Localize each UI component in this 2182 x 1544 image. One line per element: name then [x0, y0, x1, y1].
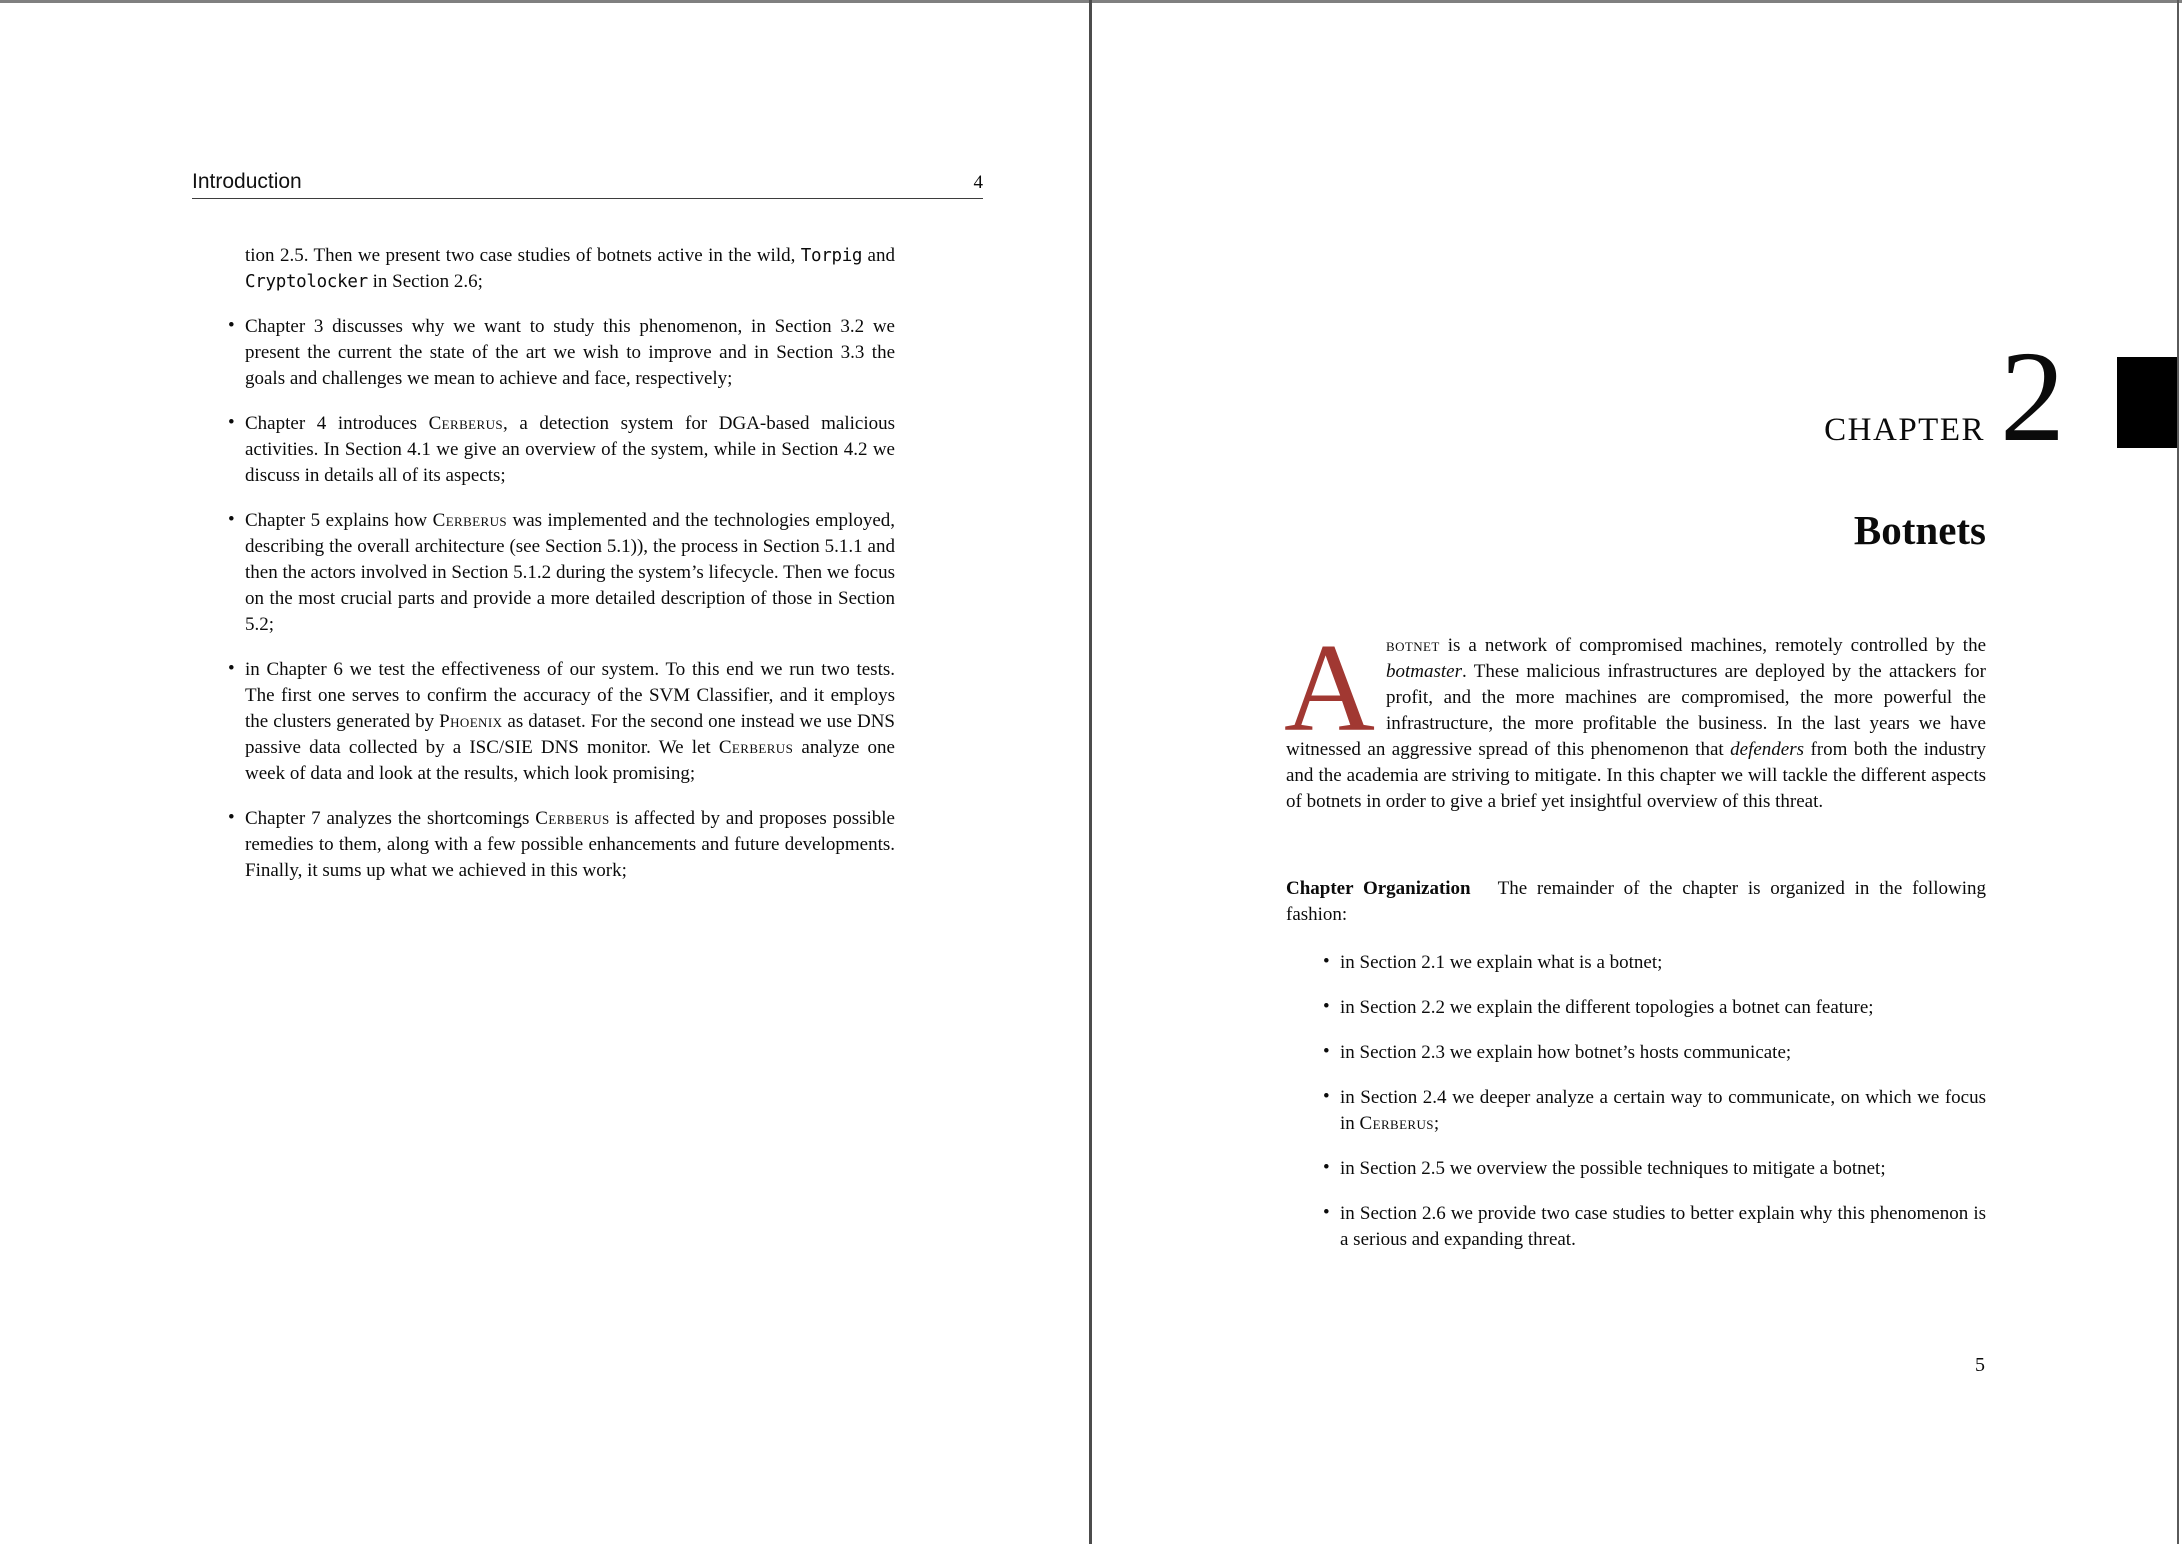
organization-text: The remainder of the chapter is organized in the following fashion:: [1286, 878, 1986, 925]
list-item-text: in Section 2.3 we explain how botnet’s hosts communicate;: [1340, 1042, 1792, 1063]
bullet-icon: •: [228, 658, 235, 679]
list-item: [1323, 1085, 1986, 1137]
list-item-text: in Chapter 6 we test the effectiveness of our system. To this end we run two tests. The first one serves to confirm the accuracy of the SVM Classifier, and it employs the clusters generated by Phoenix as dataset. For the second one instead we use DNS passive data collected by a ISC/SIE DNS monitor. We let Cerberus analyze one week of data and look at the results, which look promising;: [245, 659, 896, 784]
bullet-icon: •: [1323, 951, 1330, 972]
list-item-text: in Section 2.1 we explain what is a botnet;: [1340, 952, 1663, 973]
window-right-border: [2177, 0, 2179, 1544]
bullet-icon: •: [1323, 996, 1330, 1017]
bullet-icon: •: [1323, 1202, 1330, 1223]
list-item: [228, 657, 896, 787]
organization-heading: Chapter Organization: [1286, 878, 1471, 899]
bullet-icon: •: [228, 509, 235, 530]
list-item-text: Chapter 5 explains how Cerberus was implemented and the technologies employed, describing the overall architecture (see Section 5.1)), the process in Section 5.1.1 and then the actors involved in Section 5.1.2 during the system’s lifecycle. Then we focus on the most crucial parts and provide a more detailed description of those in Section 5.2;: [245, 510, 896, 635]
list-item: [1323, 995, 1986, 1021]
bullet-icon: •: [228, 807, 235, 828]
page-header: [192, 170, 983, 199]
bullet-icon: •: [228, 412, 235, 433]
list-item: [228, 806, 895, 884]
page-number: 4: [973, 172, 983, 193]
chapter-number: 2: [2000, 325, 2065, 469]
bullet-icon: •: [1323, 1157, 1330, 1178]
left-page: [0, 0, 1090, 1544]
chapter-intro-paragraph: [1284, 619, 1987, 815]
intro-text: botnet is a network of compromised machines, remotely controlled by the botmaster. These malicious infrastructures are deployed by the attackers for profit, and the more machines are compromised, the more powerful the infrastructure, the more profitable the business. In the last years we have witnessed an aggressive spread of this phenomenon that defenders from both the industry and the academia are striving to mitigate. In this chapter we will tackle the different aspects of botnets in order to give a brief yet insightful overview of this threat.: [1286, 635, 1987, 812]
chapter-thumb-mark: [2117, 357, 2178, 448]
bullet-icon: •: [1323, 1086, 1330, 1107]
list-item-text: Chapter 3 discusses why we want to study this phenomenon, in Section 3.2 we present the current the state of the art we wish to improve and in Section 3.3 the goals and challenges we mean to achieve and face, respectively;: [245, 316, 895, 389]
list-item: [228, 411, 895, 489]
list-item-text: in Section 2.6 we provide two case studies to better explain why this phenomenon is a serious and expanding threat.: [1340, 1203, 1986, 1250]
list-item: [1323, 1040, 1986, 1066]
right-page: [1092, 0, 2177, 1544]
left-page-body: [228, 243, 896, 884]
drop-cap: A: [1284, 619, 1375, 758]
list-item: [1323, 950, 1986, 976]
bullet-icon: •: [1323, 1041, 1330, 1062]
chapter-title: Botnets: [1853, 507, 1986, 553]
list-item: [1323, 1156, 1986, 1182]
right-page-bullet-list: [1323, 950, 1986, 1272]
chapter-label: CHAPTER: [1824, 412, 1985, 448]
list-item-text: in Section 2.4 we deeper analyze a certain way to communicate, on which we focus in Cerberus;: [1340, 1087, 1986, 1134]
list-item: [228, 314, 895, 392]
list-item-text: in Section 2.2 we explain the different topologies a botnet can feature;: [1340, 997, 1874, 1018]
paragraph-continuation: tion 2.5. Then we present two case studies of botnets active in the wild, Torpig and Cryptolocker in Section 2.6;: [245, 245, 895, 292]
running-header-title: Introduction: [192, 170, 302, 193]
list-item: [228, 508, 896, 638]
page-number: 5: [1975, 1354, 1985, 1376]
chapter-organization-paragraph: [1286, 876, 1986, 928]
list-item: [1323, 1201, 1986, 1253]
list-item-text: Chapter 7 analyzes the shortcomings Cerberus is affected by and proposes possible remedies to them, along with a few possible enhancements and future developments. Finally, it sums up what we achieved in this work;: [245, 808, 895, 881]
list-item-text: Chapter 4 introduces Cerberus, a detection system for DGA-based malicious activities. In Section 4.1 we give an overview of the system, while in Section 4.2 we discuss in details all of its aspects;: [245, 413, 895, 486]
list-item-text: in Section 2.5 we overview the possible techniques to mitigate a botnet;: [1340, 1158, 1886, 1179]
bullet-icon: •: [228, 315, 235, 336]
